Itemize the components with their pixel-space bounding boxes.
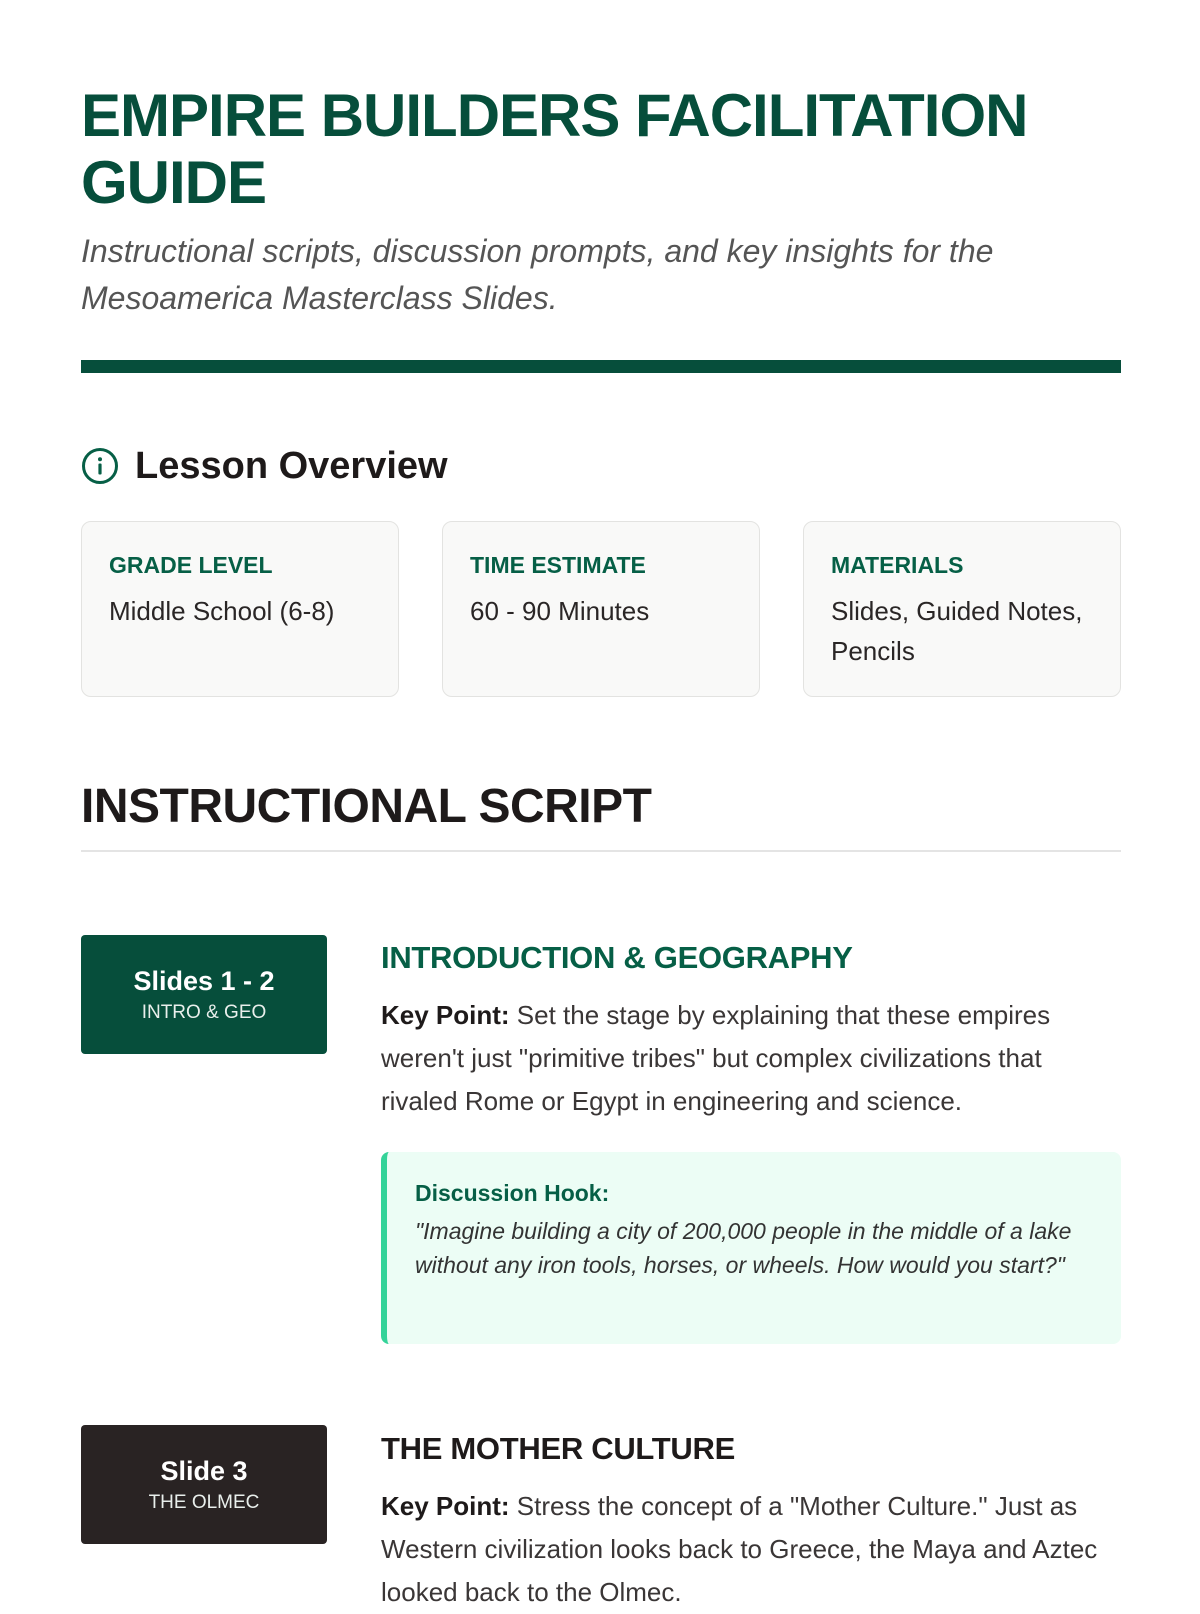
card-label: MATERIALS (831, 552, 964, 578)
discussion-hook-label: Discussion Hook: (415, 1180, 610, 1206)
card-value: Slides, Guided Notes, Pencils (831, 596, 1083, 666)
key-point-body: Stress the concept of a "Mother Culture." Just as Western civilization looks back to Greece, the Maya and Aztec looked back to the Olmec. (381, 1491, 1098, 1607)
lesson-overview-title: Lesson Overview (135, 444, 448, 487)
key-point-label: Key Point: (381, 1491, 510, 1521)
slide-notes-olmec (381, 1428, 1121, 1614)
badge-title: Slides 1 - 2 (133, 965, 275, 996)
grade-level-card (81, 521, 399, 697)
lesson-overview-heading (81, 440, 448, 492)
section-divider (81, 850, 1121, 852)
key-point-label: Key Point: (381, 1000, 510, 1030)
card-label: TIME ESTIMATE (470, 552, 646, 578)
card-value: 60 - 90 Minutes (470, 596, 650, 626)
badge-subtitle: INTRO & GEO (141, 1001, 267, 1023)
key-point-text (381, 1485, 1121, 1614)
card-label: GRADE LEVEL (109, 552, 273, 578)
key-point-body: Set the stage by explaining that these empires weren't just "primitive tribes" but complex civilizations that rivaled Rome or Egypt in engineering and science. (381, 1000, 1051, 1116)
discussion-hook (381, 1152, 1121, 1344)
card-value: Middle School (6-8) (109, 596, 335, 626)
title-divider (81, 360, 1121, 373)
badge-title: Slide 3 (160, 1455, 248, 1486)
slide-badge-olmec (81, 1425, 327, 1544)
slide-badge-intro (81, 935, 327, 1054)
slide-notes-intro (381, 937, 1121, 1278)
materials-card (803, 521, 1121, 697)
instructional-script-heading: INSTRUCTIONAL SCRIPT (81, 780, 652, 833)
page-title: EMPIRE BUILDERS FACILITATION GUIDE (81, 82, 1028, 216)
badge-subtitle: THE OLMEC (148, 1491, 260, 1513)
overview-cards (81, 521, 1121, 697)
slide-heading: INTRODUCTION & GEOGRAPHY (381, 940, 853, 975)
info-icon (81, 447, 119, 485)
key-point-text (381, 994, 1121, 1123)
slide-heading: THE MOTHER CULTURE (381, 1431, 735, 1466)
time-estimate-card (442, 521, 760, 697)
discussion-hook-text: "Imagine building a city of 200,000 people in the middle of a lake without any iron tools, horses, or wheels. How would you start?" (415, 1218, 1072, 1278)
page-subtitle: Instructional scripts, discussion prompts, and key insights for the Mesoamerica Masterclass Slides. (81, 233, 994, 316)
